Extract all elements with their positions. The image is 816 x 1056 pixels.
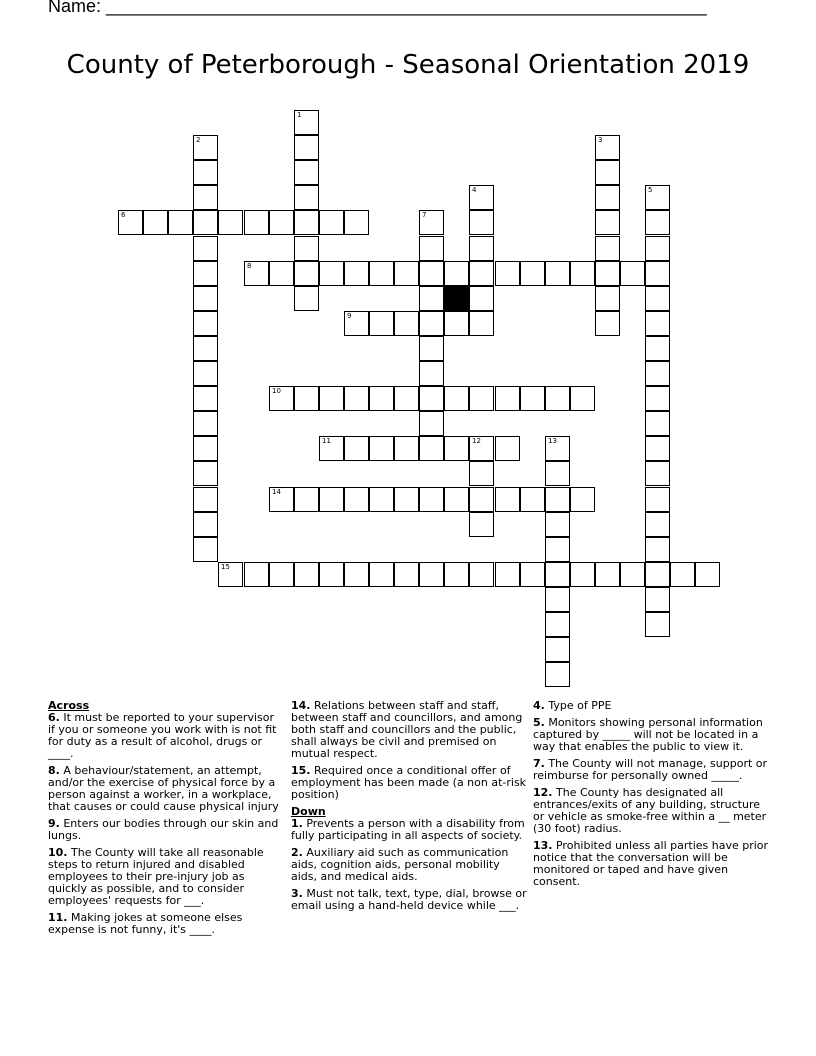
grid-cell[interactable]	[645, 461, 670, 486]
clue-number: 9.	[48, 817, 60, 830]
grid-cell[interactable]	[269, 386, 294, 411]
grid-cell[interactable]	[469, 236, 494, 261]
clue-item	[533, 787, 769, 835]
grid-cell[interactable]	[469, 210, 494, 235]
grid-cell[interactable]	[319, 487, 344, 512]
grid-cell[interactable]	[695, 562, 720, 587]
grid-cell[interactable]	[344, 261, 369, 286]
clue-number: 11.	[48, 911, 68, 924]
grid-cell[interactable]	[444, 487, 469, 512]
clue-number: 13.	[533, 839, 553, 852]
clue-item	[533, 758, 769, 782]
grid-cell[interactable]	[294, 185, 319, 210]
grid-cell[interactable]	[193, 261, 218, 286]
clue-text: Prohibited unless all parties have prior notice that the conversation will be monitored or taped and have given consent.	[533, 839, 769, 888]
clue-text: Making jokes at someone elses expense is not funny, it's ____.	[48, 911, 243, 936]
grid-cell[interactable]	[595, 236, 620, 261]
grid-cell[interactable]	[545, 612, 570, 637]
grid-cell[interactable]	[118, 210, 143, 235]
clue-number: 7	[422, 211, 427, 219]
grid-cell[interactable]	[545, 487, 570, 512]
grid-cell[interactable]	[645, 587, 670, 612]
grid-cell[interactable]	[469, 461, 494, 486]
grid-cell[interactable]	[294, 487, 319, 512]
clue-number: 5	[648, 186, 653, 194]
name-field[interactable]: Name: ____________________________________________________________	[48, 0, 707, 16]
grid-cell[interactable]	[294, 261, 319, 286]
grid-cell[interactable]	[495, 436, 520, 461]
grid-cell[interactable]	[369, 562, 394, 587]
clue-item	[48, 912, 284, 936]
grid-cell[interactable]	[193, 436, 218, 461]
grid-cell[interactable]	[645, 236, 670, 261]
grid-cell[interactable]	[193, 461, 218, 486]
grid-cell[interactable]	[419, 487, 444, 512]
clue-text: Relations between staff and staff, between staff and councillors, and among both staff and councillors and the public, shall always be civil and premised on mutual respect.	[291, 699, 523, 760]
grid-cell[interactable]	[545, 637, 570, 662]
clues-column-1	[48, 700, 284, 941]
grid-cell[interactable]	[570, 261, 595, 286]
grid-cell[interactable]	[469, 487, 494, 512]
grid-cell[interactable]	[495, 562, 520, 587]
grid-cell[interactable]	[344, 311, 369, 336]
grid-cell[interactable]	[344, 562, 369, 587]
grid-cell[interactable]	[595, 160, 620, 185]
page-title: County of Peterborough - Seasonal Orientation 2019	[66, 50, 750, 80]
grid-cell[interactable]	[545, 261, 570, 286]
grid-cell[interactable]	[419, 336, 444, 361]
clue-number: 12.	[533, 786, 553, 799]
grid-cell[interactable]	[469, 386, 494, 411]
grid-cell[interactable]	[168, 210, 193, 235]
grid-cell[interactable]	[419, 411, 444, 436]
clue-number: 14	[272, 488, 281, 496]
grid-cell[interactable]	[595, 261, 620, 286]
grid-cell[interactable]	[294, 135, 319, 160]
grid-cell[interactable]	[193, 537, 218, 562]
clue-text: Prevents a person with a disability from fully participating in all aspects of society.	[291, 817, 525, 842]
grid-cell[interactable]	[419, 311, 444, 336]
grid-cell[interactable]	[444, 311, 469, 336]
clue-item	[48, 712, 284, 760]
clue-text: Must not talk, text, type, dial, browse or email using a hand-held device while ___.	[291, 887, 527, 912]
grid-cell[interactable]	[469, 311, 494, 336]
grid-cell[interactable]	[620, 261, 645, 286]
clue-number: 1	[297, 111, 302, 119]
grid-cell[interactable]	[344, 386, 369, 411]
grid-cell[interactable]	[520, 487, 545, 512]
clue-text: A behaviour/statement, an attempt, and/or the exercise of physical force by a person against a worker, in a workplace, that causes or could cause physical injury	[48, 764, 279, 813]
clue-item	[291, 847, 527, 883]
grid-cell[interactable]	[269, 210, 294, 235]
clue-item	[48, 818, 284, 842]
grid-cell[interactable]	[294, 562, 319, 587]
grid-cell[interactable]	[269, 562, 294, 587]
grid-cell[interactable]	[419, 210, 444, 235]
grid-cell[interactable]	[545, 662, 570, 687]
grid-cell[interactable]	[495, 261, 520, 286]
grid-cell[interactable]	[469, 562, 494, 587]
clue-text: The County has designated all entrances/exits of any building, structure or vehicle as smoke-free within a __ meter (30 foot) radius.	[533, 786, 767, 835]
clue-number: 3	[598, 136, 603, 144]
grid-cell[interactable]	[469, 436, 494, 461]
grid-cell[interactable]	[319, 562, 344, 587]
grid-cell[interactable]	[394, 261, 419, 286]
grid-cell[interactable]	[369, 386, 394, 411]
clue-number: 3.	[291, 887, 303, 900]
grid-cell[interactable]	[394, 562, 419, 587]
grid-cell[interactable]	[419, 361, 444, 386]
grid-cell[interactable]	[294, 236, 319, 261]
grid-cell[interactable]	[645, 311, 670, 336]
grid-cell[interactable]	[620, 562, 645, 587]
down-header: Down	[291, 805, 326, 818]
grid-cell[interactable]	[645, 185, 670, 210]
clue-item	[48, 765, 284, 813]
clue-number: 6	[121, 211, 126, 219]
grid-cell[interactable]	[419, 562, 444, 587]
grid-cell[interactable]	[369, 487, 394, 512]
clue-number: 15	[221, 563, 230, 571]
grid-cell[interactable]	[419, 386, 444, 411]
grid-cell[interactable]	[394, 436, 419, 461]
grid-cell[interactable]	[645, 487, 670, 512]
grid-cell[interactable]	[419, 261, 444, 286]
clue-text: Monitors showing personal information captured by _____ will not be located in a way that enables the public to view it.	[533, 716, 763, 753]
grid-cell[interactable]	[294, 110, 319, 135]
grid-cell[interactable]	[319, 261, 344, 286]
clue-number: 11	[322, 437, 331, 445]
grid-cell[interactable]	[344, 436, 369, 461]
grid-cell[interactable]	[143, 210, 168, 235]
grid-cell[interactable]	[193, 185, 218, 210]
grid-cell[interactable]	[545, 512, 570, 537]
grid-cell[interactable]	[520, 386, 545, 411]
grid-cell[interactable]	[193, 236, 218, 261]
clue-item	[533, 717, 769, 753]
grid-cell[interactable]	[193, 311, 218, 336]
clues-column-3	[533, 700, 769, 893]
clue-number: 2.	[291, 846, 303, 859]
grid-cell[interactable]	[193, 411, 218, 436]
grid-cell[interactable]	[244, 562, 269, 587]
grid-cell[interactable]	[269, 487, 294, 512]
grid-cell[interactable]	[419, 236, 444, 261]
clue-item	[48, 847, 284, 907]
clue-number: 4.	[533, 699, 545, 712]
grid-cell[interactable]	[595, 311, 620, 336]
grid-cell[interactable]	[645, 612, 670, 637]
clue-item	[533, 840, 769, 888]
grid-cell[interactable]	[319, 210, 344, 235]
clue-number: 2	[196, 136, 201, 144]
grid-cell[interactable]	[244, 261, 269, 286]
grid-cell[interactable]	[394, 487, 419, 512]
grid-cell[interactable]	[520, 261, 545, 286]
clue-item	[291, 765, 527, 801]
clue-item	[291, 888, 527, 912]
clue-number: 10	[272, 387, 281, 395]
grid-cell[interactable]	[545, 562, 570, 587]
grid-cell[interactable]	[520, 562, 545, 587]
grid-cell[interactable]	[369, 436, 394, 461]
shaded-cell	[444, 286, 469, 311]
grid-cell[interactable]	[645, 537, 670, 562]
clue-number: 10.	[48, 846, 68, 859]
clue-text: Required once a conditional offer of employment has been made (a non at-risk position)	[291, 764, 527, 801]
grid-cell[interactable]	[595, 562, 620, 587]
grid-cell[interactable]	[444, 436, 469, 461]
grid-cell[interactable]	[419, 286, 444, 311]
grid-cell[interactable]	[645, 336, 670, 361]
grid-cell[interactable]	[193, 512, 218, 537]
grid-cell[interactable]	[469, 261, 494, 286]
clue-text: Enters our bodies through our skin and lungs.	[48, 817, 279, 842]
clue-item	[533, 700, 769, 712]
clue-text: It must be reported to your supervisor if you or someone you work with is not fit for duty as a result of alcohol, drugs or ____.	[48, 711, 277, 760]
grid-cell[interactable]	[218, 562, 243, 587]
grid-cell[interactable]	[545, 587, 570, 612]
grid-cell[interactable]	[244, 210, 269, 235]
grid-cell[interactable]	[294, 210, 319, 235]
clue-item	[291, 700, 527, 760]
clue-text: Type of PPE	[544, 699, 612, 712]
grid-cell[interactable]	[469, 512, 494, 537]
grid-cell[interactable]	[595, 135, 620, 160]
clue-number: 12	[472, 437, 481, 445]
clue-number: 13	[548, 437, 557, 445]
grid-cell[interactable]	[545, 461, 570, 486]
clue-number: 15.	[291, 764, 311, 777]
grid-cell[interactable]	[193, 361, 218, 386]
grid-cell[interactable]	[645, 386, 670, 411]
grid-cell[interactable]	[269, 261, 294, 286]
clue-number: 9	[347, 312, 352, 320]
grid-cell[interactable]	[570, 487, 595, 512]
clue-text: Auxiliary aid such as communication aids, cognition aids, personal mobility aids, and medical aids.	[291, 846, 509, 883]
grid-cell[interactable]	[595, 286, 620, 311]
clue-number: 4	[472, 186, 477, 194]
grid-cell[interactable]	[394, 311, 419, 336]
grid-cell[interactable]	[193, 210, 218, 235]
grid-cell[interactable]	[193, 487, 218, 512]
grid-cell[interactable]	[369, 311, 394, 336]
grid-cell[interactable]	[545, 537, 570, 562]
grid-cell[interactable]	[319, 386, 344, 411]
clue-number: 5.	[533, 716, 545, 729]
grid-cell[interactable]	[344, 487, 369, 512]
grid-cell[interactable]	[319, 436, 344, 461]
grid-cell[interactable]	[545, 436, 570, 461]
clue-number: 6.	[48, 711, 60, 724]
clue-number: 14.	[291, 699, 311, 712]
grid-cell[interactable]	[444, 386, 469, 411]
grid-cell[interactable]	[218, 210, 243, 235]
grid-cell[interactable]	[394, 386, 419, 411]
grid-cell[interactable]	[645, 261, 670, 286]
grid-cell[interactable]	[595, 210, 620, 235]
grid-cell[interactable]	[570, 562, 595, 587]
clue-number: 7.	[533, 757, 545, 770]
grid-cell[interactable]	[670, 562, 695, 587]
grid-cell[interactable]	[469, 286, 494, 311]
grid-cell[interactable]	[495, 386, 520, 411]
grid-cell[interactable]	[645, 512, 670, 537]
clue-text: The County will not manage, support or reimburse for personally owned _____.	[533, 757, 768, 782]
grid-cell[interactable]	[495, 487, 520, 512]
grid-cell[interactable]	[444, 562, 469, 587]
grid-cell[interactable]	[193, 286, 218, 311]
grid-cell[interactable]	[570, 386, 595, 411]
grid-cell[interactable]	[193, 386, 218, 411]
across-header: Across	[48, 699, 90, 712]
grid-cell[interactable]	[645, 286, 670, 311]
grid-cell[interactable]	[344, 210, 369, 235]
grid-cell[interactable]	[469, 185, 494, 210]
grid-cell[interactable]	[294, 160, 319, 185]
grid-cell[interactable]	[645, 562, 670, 587]
grid-cell[interactable]	[645, 436, 670, 461]
grid-cell[interactable]	[545, 386, 570, 411]
clue-number: 8.	[48, 764, 60, 777]
clue-item	[291, 818, 527, 842]
clue-text: The County will take all reasonable steps to return injured and disabled employees to their pre-injury job as quickly as possible, and to consider employees' requests for ___.	[48, 846, 264, 907]
grid-cell[interactable]	[369, 261, 394, 286]
grid-cell[interactable]	[193, 135, 218, 160]
grid-cell[interactable]	[419, 436, 444, 461]
grid-cell[interactable]	[193, 336, 218, 361]
clue-number: 1.	[291, 817, 303, 830]
grid-cell[interactable]	[294, 286, 319, 311]
grid-cell[interactable]	[193, 160, 218, 185]
clue-number: 8	[247, 262, 252, 270]
grid-cell[interactable]	[595, 185, 620, 210]
grid-cell[interactable]	[294, 386, 319, 411]
clues-column-2	[291, 700, 527, 917]
grid-cell[interactable]	[645, 210, 670, 235]
grid-cell[interactable]	[444, 261, 469, 286]
grid-cell[interactable]	[645, 411, 670, 436]
grid-cell[interactable]	[645, 361, 670, 386]
